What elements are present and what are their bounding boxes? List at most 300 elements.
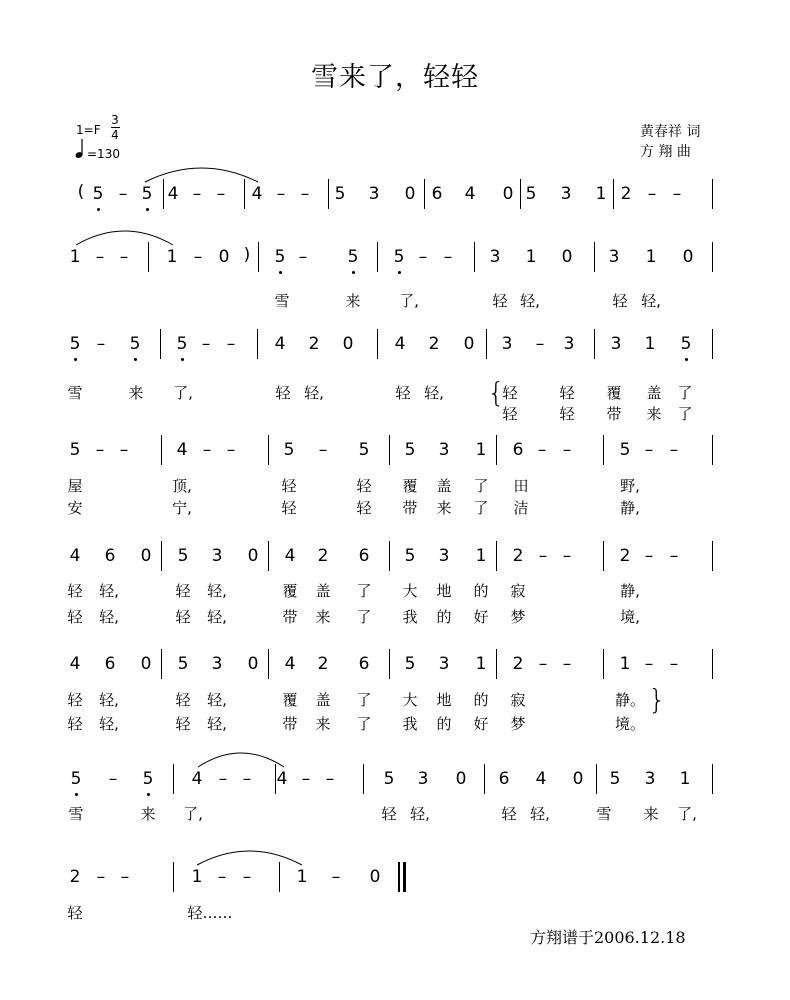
jianpu-note: 5 (609, 769, 621, 789)
lyric-character: 的 (473, 582, 489, 600)
lyric-character: 轻, (304, 384, 324, 402)
jianpu-note: – (118, 184, 128, 204)
jianpu-note: – (201, 334, 211, 354)
jianpu-note: 2 (308, 334, 320, 354)
lyric-character: 轻, (207, 608, 227, 626)
jianpu-note: – (535, 334, 545, 354)
jianpu-note: 1 (645, 247, 657, 267)
jianpu-note: 3 (560, 184, 572, 204)
jianpu-note: 0 (561, 247, 573, 267)
low-octave-dot (352, 271, 355, 274)
barline (496, 649, 497, 679)
jianpu-note: 6 (104, 654, 116, 674)
barline (161, 435, 162, 465)
lyric-character: 来 (643, 805, 659, 823)
jianpu-note: 3 (438, 654, 450, 674)
lyric-character: 轻 (175, 582, 191, 600)
low-octave-dot (181, 358, 184, 361)
barline (173, 764, 174, 794)
lyric-character: 了 (473, 477, 489, 495)
lyric-character: 覆 (402, 477, 418, 495)
jianpu-note: 3 (610, 334, 622, 354)
jianpu-note: – (216, 184, 226, 204)
jianpu-note: – (202, 440, 212, 460)
lyric-character: 顶, (172, 477, 192, 495)
jianpu-note: 2 (317, 546, 329, 566)
lyric-character: 雪 (274, 292, 290, 310)
lyric-character: 了 (356, 715, 372, 733)
jianpu-note: 0 (404, 184, 416, 204)
jianpu-note: 1 (191, 867, 203, 887)
key-signature: 1=F (76, 123, 101, 137)
lyric-character: 轻 (175, 608, 191, 626)
jianpu-note: – (95, 440, 105, 460)
barline (712, 435, 713, 465)
lyric-character: 轻, (520, 292, 540, 310)
verse-brace: { (487, 376, 505, 409)
lyric-character: 的 (436, 608, 452, 626)
barline (496, 435, 497, 465)
lyric-character: 野, (620, 477, 640, 495)
jianpu-note: 4 (191, 769, 203, 789)
jianpu-note: – (418, 247, 428, 267)
jianpu-note: 0 (502, 184, 514, 204)
lyric-character: 轻 (175, 715, 191, 733)
lyric-character: 大 (402, 582, 418, 600)
jianpu-note: 2 (619, 546, 631, 566)
lyric-character: 轻 (281, 499, 297, 517)
jianpu-note: – (242, 867, 252, 887)
barline (603, 435, 604, 465)
barline (712, 329, 713, 359)
lyric-character: 宁, (172, 499, 192, 517)
barline (603, 649, 604, 679)
lyric-character: 轻 (67, 715, 83, 733)
jianpu-note: 0 (572, 769, 584, 789)
jianpu-note: – (96, 867, 106, 887)
jianpu-note: – (672, 184, 682, 204)
low-octave-dot (147, 793, 150, 796)
time-signature-bottom: 4 (111, 128, 119, 142)
barline (520, 179, 521, 209)
lyric-character: 带 (282, 608, 298, 626)
barline (486, 329, 487, 359)
lyric-character: 好 (473, 608, 489, 626)
score-date-note: 方翔谱于2006.12.18 (530, 928, 686, 947)
barline (484, 764, 485, 794)
lyric-character: 地 (436, 691, 452, 709)
barline (161, 649, 162, 679)
lyric-character: 雪 (67, 384, 83, 402)
jianpu-note: 3 (608, 247, 620, 267)
tie-slur (143, 160, 260, 184)
low-octave-dot (74, 358, 77, 361)
jianpu-note: 0 (463, 334, 475, 354)
jianpu-note: 1 (475, 440, 487, 460)
jianpu-note: 4 (276, 769, 288, 789)
lyric-character: 地 (436, 582, 452, 600)
lyric-character: 静, (620, 582, 640, 600)
lyric-character: 了, (183, 805, 203, 823)
barline (712, 541, 713, 571)
barline (424, 179, 425, 209)
jianpu-note: 5 (619, 440, 631, 460)
lyric-character: 我 (402, 715, 418, 733)
jianpu-note: – (562, 546, 572, 566)
low-octave-dot (146, 208, 149, 211)
jianpu-note: 0 (140, 654, 152, 674)
jianpu-note: 0 (682, 247, 694, 267)
lyric-character: 田 (513, 477, 529, 495)
lyric-character: 盖 (315, 691, 331, 709)
lyric-character: 的 (473, 691, 489, 709)
jianpu-note: 3 (211, 654, 223, 674)
jianpu-note: 5 (177, 546, 189, 566)
lyric-character: 轻 (501, 805, 517, 823)
jianpu-note: 6 (358, 546, 370, 566)
jianpu-note: 3 (501, 334, 513, 354)
lyric-character: 了 (356, 582, 372, 600)
jianpu-note: – (298, 247, 308, 267)
lyric-character: 轻 (502, 384, 518, 402)
jianpu-note: 0 (247, 546, 259, 566)
lyric-character: 轻 (67, 582, 83, 600)
lyric-character: 雪 (596, 805, 612, 823)
jianpu-note: – (644, 440, 654, 460)
lyric-character: 了 (356, 691, 372, 709)
lyric-character: 轻 (559, 405, 575, 423)
barline (596, 764, 597, 794)
jianpu-note: 1 (69, 247, 81, 267)
jianpu-note: – (318, 440, 328, 460)
jianpu-note: 6 (498, 769, 510, 789)
lyric-character: 来 (140, 805, 156, 823)
jianpu-note: 4 (69, 654, 81, 674)
quarter-note-icon (73, 137, 85, 161)
lyric-character: 轻 (175, 691, 191, 709)
lyric-character: 轻, (207, 582, 227, 600)
tie-slur (74, 223, 175, 247)
lyric-character: 轻, (410, 805, 430, 823)
jianpu-note: 5 (69, 440, 81, 460)
jianpu-note: – (669, 654, 679, 674)
jianpu-note: 3 (644, 769, 656, 789)
barline (712, 242, 713, 272)
barline (603, 541, 604, 571)
jianpu-note: 4 (284, 654, 296, 674)
jianpu-note: – (226, 334, 236, 354)
jianpu-note: – (242, 769, 252, 789)
jianpu-note: 5 (69, 334, 81, 354)
jianpu-note: 5 (129, 334, 141, 354)
jianpu-note: – (538, 546, 548, 566)
lyric-character: 安 (67, 499, 83, 517)
barline (712, 649, 713, 679)
composer-credit: 方 翔 曲 (640, 144, 691, 160)
jianpu-note: 5 (283, 440, 295, 460)
jianpu-note: – (669, 546, 679, 566)
jianpu-note: 2 (620, 184, 632, 204)
jianpu-note: 5 (383, 769, 395, 789)
jianpu-note: 2 (512, 654, 524, 674)
jianpu-note: 5 (176, 334, 188, 354)
jianpu-note: 5 (404, 546, 416, 566)
barline (258, 242, 259, 272)
lyric-character: 洁 (513, 499, 529, 517)
lyric-character: 屋 (67, 477, 83, 495)
tie-slur (195, 843, 304, 867)
jianpu-note: 0 (342, 334, 354, 354)
intro-paren-close: ) (243, 245, 251, 265)
jianpu-note: 5 (358, 440, 370, 460)
lyric-character: 轻 (612, 292, 628, 310)
jianpu-note: 1 (595, 184, 607, 204)
jianpu-note: – (119, 440, 129, 460)
barline (328, 179, 329, 209)
barline (399, 862, 400, 892)
jianpu-note: 3 (438, 546, 450, 566)
lyric-character: 盖 (436, 477, 452, 495)
lyric-character: 覆 (606, 384, 622, 402)
lyric-character: 来 (128, 384, 144, 402)
jianpu-note: – (120, 867, 130, 887)
jianpu-note: 0 (247, 654, 259, 674)
jianpu-note: 1 (619, 654, 631, 674)
barline (363, 764, 364, 794)
low-octave-dot (685, 358, 688, 361)
lyric-character: 好 (473, 715, 489, 733)
jianpu-note: 4 (69, 546, 81, 566)
tempo-marking: =130 (87, 147, 120, 161)
low-octave-dot (75, 793, 78, 796)
jianpu-note: – (226, 440, 236, 460)
barline (613, 179, 614, 209)
jianpu-note: – (538, 654, 548, 674)
jianpu-note: 3 (368, 184, 380, 204)
lyric-character: 寂 (510, 582, 526, 600)
lyric-character: 境, (620, 608, 640, 626)
barline (377, 242, 378, 272)
jianpu-note: – (647, 184, 657, 204)
jianpu-note: – (95, 247, 105, 267)
jianpu-note: 3 (211, 546, 223, 566)
lyric-character: 轻 (356, 499, 372, 517)
jianpu-note: 5 (525, 184, 537, 204)
lyric-character: 了, (399, 292, 419, 310)
lyric-character: 轻 (502, 405, 518, 423)
jianpu-note: – (537, 440, 547, 460)
lyric-character: 覆 (282, 691, 298, 709)
jianpu-note: 4 (176, 440, 188, 460)
jianpu-note: – (325, 769, 335, 789)
jianpu-note: – (300, 184, 310, 204)
barline (268, 435, 269, 465)
lyric-character: 了, (173, 384, 193, 402)
jianpu-note: – (193, 247, 203, 267)
jianpu-note: – (192, 184, 202, 204)
jianpu-note: 2 (428, 334, 440, 354)
lyric-character: 梦 (510, 715, 526, 733)
barline (712, 179, 713, 209)
jianpu-note: 2 (512, 546, 524, 566)
jianpu-note: – (108, 769, 118, 789)
jianpu-note: 5 (141, 184, 153, 204)
jianpu-note: – (562, 440, 572, 460)
time-signature-top: 3 (111, 113, 119, 127)
lyric-character: 静, (620, 499, 640, 517)
lyric-character: 了, (677, 805, 697, 823)
lyricist-credit: 黄春祥 词 (640, 124, 701, 140)
low-octave-dot (97, 208, 100, 211)
low-octave-dot (279, 271, 282, 274)
lyric-character: 轻 (67, 608, 83, 626)
jianpu-note: 5 (142, 769, 154, 789)
lyric-character: 境。 (614, 715, 646, 733)
lyric-character: 盖 (315, 582, 331, 600)
jianpu-note: 4 (274, 334, 286, 354)
lyric-character: 了 (677, 384, 693, 402)
jianpu-note: 3 (489, 247, 501, 267)
lyric-character: 来 (345, 292, 361, 310)
jianpu-note: – (217, 867, 227, 887)
barline (257, 329, 258, 359)
final-barline (403, 862, 406, 892)
jianpu-note: 5 (70, 769, 82, 789)
jianpu-note: – (669, 440, 679, 460)
barline (594, 329, 595, 359)
barline (160, 329, 161, 359)
lyric-character: 来 (646, 405, 662, 423)
low-octave-dot (398, 271, 401, 274)
song-title: 雪来了，轻轻 (311, 62, 479, 93)
lyric-character: 轻 (381, 805, 397, 823)
jianpu-note: 0 (218, 247, 230, 267)
jianpu-note: 5 (680, 334, 692, 354)
jianpu-note: 5 (274, 247, 286, 267)
jianpu-note: 3 (417, 769, 429, 789)
lyric-character: 我 (402, 608, 418, 626)
lyric-character: 轻 (395, 384, 411, 402)
lyric-character: 轻, (641, 292, 661, 310)
jianpu-note: 2 (317, 654, 329, 674)
jianpu-note: – (644, 654, 654, 674)
jianpu-note: 0 (369, 867, 381, 887)
jianpu-note: 4 (284, 546, 296, 566)
lyric-character: 轻, (99, 691, 119, 709)
jianpu-note: 4 (251, 184, 263, 204)
barline (268, 541, 269, 571)
lyric-character: 来 (436, 499, 452, 517)
jianpu-note: 4 (535, 769, 547, 789)
jianpu-note: 1 (644, 334, 656, 354)
jianpu-note: 5 (177, 654, 189, 674)
lyric-character: 寂 (510, 691, 526, 709)
barline (712, 764, 713, 794)
lyric-character: 轻, (207, 715, 227, 733)
tie-slur (196, 745, 286, 769)
jianpu-note: – (443, 247, 453, 267)
lyric-character: 轻, (530, 805, 550, 823)
jianpu-note: 6 (431, 184, 443, 204)
jianpu-note: – (644, 546, 654, 566)
lyric-character: 带 (402, 499, 418, 517)
lyric-character: 的 (436, 715, 452, 733)
jianpu-note: 1 (475, 654, 487, 674)
jianpu-note: 5 (404, 440, 416, 460)
lyric-character: 轻 (67, 904, 83, 922)
lyric-character: 轻…… (187, 904, 233, 922)
jianpu-note: 4 (167, 184, 179, 204)
barline (496, 541, 497, 571)
lyric-character: 了 (356, 608, 372, 626)
intro-paren-open: ( (77, 182, 85, 202)
jianpu-note: – (96, 334, 106, 354)
jianpu-note: 1 (679, 769, 691, 789)
barline (389, 541, 390, 571)
jianpu-note: 6 (104, 546, 116, 566)
lyric-character: 来 (315, 715, 331, 733)
jianpu-note: 0 (140, 546, 152, 566)
jianpu-note: 4 (394, 334, 406, 354)
jianpu-note: – (562, 654, 572, 674)
barline (173, 862, 174, 892)
lyric-character: 轻, (99, 582, 119, 600)
jianpu-note: 2 (69, 867, 81, 887)
lyric-character: 轻, (99, 608, 119, 626)
lyric-character: 来 (315, 608, 331, 626)
jianpu-note: 1 (475, 546, 487, 566)
lyric-character: 轻 (281, 477, 297, 495)
lyric-character: 轻 (275, 384, 291, 402)
jianpu-note: 6 (512, 440, 524, 460)
lyric-character: 轻 (492, 292, 508, 310)
lyric-character: 大 (402, 691, 418, 709)
verse-brace: } (648, 683, 666, 716)
jianpu-note: 1 (296, 867, 308, 887)
jianpu-note: – (119, 247, 129, 267)
jianpu-note: 5 (334, 184, 346, 204)
barline (161, 541, 162, 571)
lyric-character: 盖 (646, 384, 662, 402)
jianpu-note: – (301, 769, 311, 789)
jianpu-note: – (218, 769, 228, 789)
jianpu-note: 1 (166, 247, 178, 267)
lyric-character: 带 (606, 405, 622, 423)
lyric-character: 轻, (99, 715, 119, 733)
barline (389, 435, 390, 465)
lyric-character: 雪 (68, 805, 84, 823)
jianpu-note: 5 (347, 247, 359, 267)
barline (377, 329, 378, 359)
jianpu-note: 1 (525, 247, 537, 267)
jianpu-note: 5 (404, 654, 416, 674)
jianpu-note: 3 (438, 440, 450, 460)
barline (389, 649, 390, 679)
jianpu-note: 5 (393, 247, 405, 267)
lyric-character: 轻 (559, 384, 575, 402)
jianpu-note: 6 (358, 654, 370, 674)
jianpu-note: – (276, 184, 286, 204)
jianpu-note: 3 (563, 334, 575, 354)
low-octave-dot (134, 358, 137, 361)
lyric-character: 轻 (67, 691, 83, 709)
lyric-character: 静。 (614, 691, 646, 709)
lyric-character: 轻, (424, 384, 444, 402)
lyric-character: 了 (677, 405, 693, 423)
jianpu-note: 0 (455, 769, 467, 789)
barline (268, 649, 269, 679)
barline (474, 242, 475, 272)
